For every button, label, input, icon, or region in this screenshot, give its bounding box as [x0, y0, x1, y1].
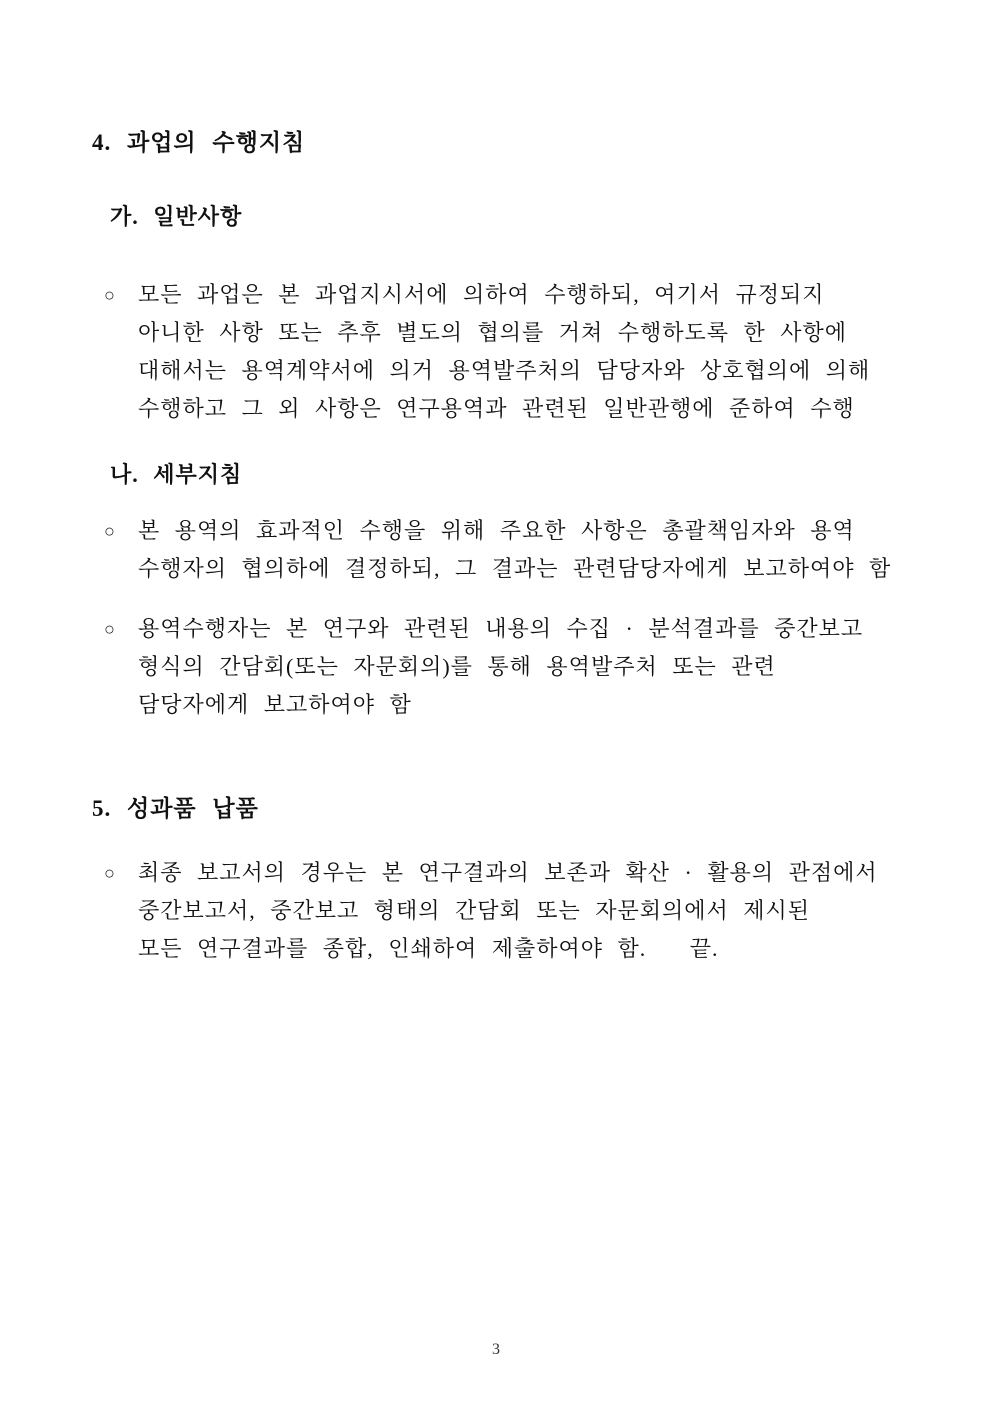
section-5-heading: 5. 성과품 납품 [92, 796, 259, 821]
section-4-heading: 4. 과업의 수행지침 [92, 130, 306, 155]
general-guideline-item [104, 276, 900, 428]
general-guideline-text [138, 276, 900, 428]
text-line: 수행하고 그 외 사항은 연구용역과 관련된 일반관행에 준하여 수행 [138, 396, 855, 421]
text-line: 최종 보고서의 경우는 본 연구결과의 보존과 확산 · 활용의 관점에서 [138, 860, 878, 885]
circle-bullet-icon: ○ [104, 863, 115, 883]
circle-bullet-icon: ○ [104, 285, 115, 305]
deliverable-item [104, 854, 900, 968]
detail-guideline-item-1 [104, 512, 900, 588]
text-line: 모든 과업은 본 과업지시서에 의하여 수행하되, 여기서 규정되지 [138, 282, 825, 307]
deliverable-text [138, 854, 900, 968]
text-line: 중간보고서, 중간보고 형태의 간담회 또는 자문회의에서 제시된 [138, 898, 811, 923]
detail-guideline-text-1 [138, 512, 900, 588]
page-number: 3 [492, 1341, 500, 1358]
circle-bullet-icon: ○ [104, 521, 115, 541]
detail-guideline-text-2 [138, 610, 900, 724]
text-line: 형식의 간담회(또는 자문회의)를 통해 용역발주처 또는 관련 [138, 654, 776, 679]
text-line: 모든 연구결과를 종합, 인쇄하여 제출하여야 함. 끝. [138, 936, 719, 961]
text-line: 용역수행자는 본 연구와 관련된 내용의 수집 · 분석결과를 중간보고 [138, 616, 864, 641]
text-line: 본 용역의 효과적인 수행을 위해 주요한 사항은 총괄책임자와 용역 [138, 518, 855, 543]
text-line: 담당자에게 보고하여야 함 [138, 692, 412, 717]
text-line: 아니한 사항 또는 추후 별도의 협의를 거쳐 수행하도록 한 사항에 [138, 320, 848, 345]
detail-guideline-item-2 [104, 610, 900, 724]
text-line: 대해서는 용역계약서에 의거 용역발주처의 담당자와 상호협의에 의해 [138, 358, 871, 383]
text-line: 수행자의 협의하에 결정하되, 그 결과는 관련담당자에게 보고하여야 함 [138, 556, 892, 581]
circle-bullet-icon: ○ [104, 619, 115, 639]
section-4b-heading: 나. 세부지침 [110, 462, 243, 487]
section-4a-heading: 가. 일반사항 [110, 204, 243, 229]
